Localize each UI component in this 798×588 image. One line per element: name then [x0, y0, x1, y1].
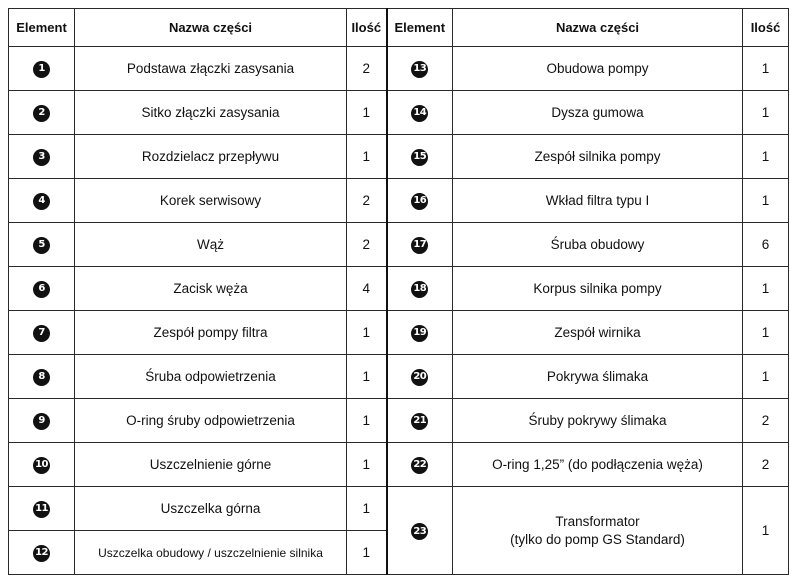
- element-cell: [387, 487, 453, 575]
- number-badge: 7: [33, 325, 50, 342]
- part-name-cell: Śruby pokrywy ślimaka: [453, 399, 743, 443]
- number-badge: 2: [33, 105, 50, 122]
- qty-cell: 2: [743, 399, 789, 443]
- table-row: [9, 443, 789, 487]
- part-name-cell: Zespół pompy filtra: [75, 311, 347, 355]
- part-name-cell: Wkład filtra typu I: [453, 179, 743, 223]
- table-header-row: [9, 9, 789, 47]
- qty-cell: 1: [347, 443, 387, 487]
- part-name-cell: Uszczelnienie górne: [75, 443, 347, 487]
- qty-cell: 1: [743, 91, 789, 135]
- table-row: [9, 311, 789, 355]
- element-cell: [387, 355, 453, 399]
- number-badge: 8: [33, 369, 50, 386]
- part-name-cell: Rozdzielacz przepływu: [75, 135, 347, 179]
- qty-cell: 6: [743, 223, 789, 267]
- qty-cell: 1: [347, 487, 387, 531]
- number-badge: 6: [33, 281, 50, 298]
- table-row: [9, 135, 789, 179]
- table-row: [9, 47, 789, 91]
- element-cell: [9, 487, 75, 531]
- table-row: [9, 487, 789, 531]
- qty-cell: 1: [347, 135, 387, 179]
- qty-cell: 1: [743, 311, 789, 355]
- number-badge: 5: [33, 237, 50, 254]
- part-name-line-2: (tylko do pomp GS Standard): [510, 531, 685, 547]
- element-cell: [9, 91, 75, 135]
- number-badge: 11: [33, 501, 50, 518]
- part-name-cell: Wąż: [75, 223, 347, 267]
- number-badge: 10: [33, 457, 50, 474]
- number-badge: 22: [411, 457, 428, 474]
- number-badge: 1: [33, 61, 50, 78]
- element-cell: [9, 47, 75, 91]
- header-name-right: Nazwa części: [453, 9, 743, 47]
- qty-cell: 1: [743, 179, 789, 223]
- part-name-line-1: Transformator: [555, 513, 640, 529]
- number-badge: 20: [411, 369, 428, 386]
- number-badge: 23: [411, 523, 428, 540]
- element-cell: [9, 531, 75, 575]
- part-name-cell: Śruba obudowy: [453, 223, 743, 267]
- part-name-cell: Korpus silnika pompy: [453, 267, 743, 311]
- qty-cell: 1: [743, 355, 789, 399]
- element-cell: [387, 91, 453, 135]
- part-name-cell: O-ring 1,25” (do podłączenia węża): [453, 443, 743, 487]
- header-element-right: Element: [387, 9, 453, 47]
- header-qty-right: Ilość: [743, 9, 789, 47]
- number-badge: 9: [33, 413, 50, 430]
- element-cell: [387, 399, 453, 443]
- header-qty-left: Ilość: [347, 9, 387, 47]
- qty-cell: 4: [347, 267, 387, 311]
- part-name-cell: Zacisk węża: [75, 267, 347, 311]
- qty-cell: 2: [347, 223, 387, 267]
- table-row: [9, 179, 789, 223]
- number-badge: 14: [411, 105, 428, 122]
- table-row: [9, 355, 789, 399]
- number-badge: 19: [411, 325, 428, 342]
- element-cell: [9, 223, 75, 267]
- element-cell: [9, 311, 75, 355]
- qty-cell: 2: [347, 179, 387, 223]
- table-row: [9, 223, 789, 267]
- part-name-cell: Dysza gumowa: [453, 91, 743, 135]
- qty-cell: 2: [347, 47, 387, 91]
- table-row: [9, 267, 789, 311]
- number-badge: 15: [411, 149, 428, 166]
- part-name-cell: [453, 487, 743, 575]
- element-cell: [387, 223, 453, 267]
- qty-cell: 1: [743, 267, 789, 311]
- element-cell: [387, 311, 453, 355]
- number-badge: 17: [411, 237, 428, 254]
- number-badge: 3: [33, 149, 50, 166]
- element-cell: [9, 443, 75, 487]
- element-cell: [9, 179, 75, 223]
- qty-cell: 1: [347, 311, 387, 355]
- qty-cell: 2: [743, 443, 789, 487]
- qty-cell: 1: [743, 487, 789, 575]
- parts-table: [8, 8, 789, 575]
- qty-cell: 1: [743, 47, 789, 91]
- part-name-cell: Śruba odpowietrzenia: [75, 355, 347, 399]
- number-badge: 21: [411, 413, 428, 430]
- part-name-cell: Korek serwisowy: [75, 179, 347, 223]
- parts-list-sheet: [8, 8, 788, 580]
- element-cell: [9, 399, 75, 443]
- part-name-cell: O-ring śruby odpowietrzenia: [75, 399, 347, 443]
- part-name-cell: Sitko złączki zasysania: [75, 91, 347, 135]
- part-name-cell: Pokrywa ślimaka: [453, 355, 743, 399]
- part-name-cell: Uszczelka obudowy / uszczelnienie silnika: [75, 531, 347, 575]
- element-cell: [387, 179, 453, 223]
- element-cell: [9, 355, 75, 399]
- number-badge: 12: [33, 545, 50, 562]
- qty-cell: 1: [743, 135, 789, 179]
- element-cell: [387, 47, 453, 91]
- qty-cell: 1: [347, 355, 387, 399]
- element-cell: [9, 267, 75, 311]
- part-name-cell: Podstawa złączki zasysania: [75, 47, 347, 91]
- number-badge: 16: [411, 193, 428, 210]
- number-badge: 18: [411, 281, 428, 298]
- number-badge: 13: [411, 61, 428, 78]
- number-badge: 4: [33, 193, 50, 210]
- qty-cell: 1: [347, 531, 387, 575]
- part-name-cell: Uszczelka górna: [75, 487, 347, 531]
- table-row: [9, 399, 789, 443]
- element-cell: [387, 135, 453, 179]
- part-name-cell: Zespół silnika pompy: [453, 135, 743, 179]
- element-cell: [9, 135, 75, 179]
- element-cell: [387, 443, 453, 487]
- header-name-left: Nazwa części: [75, 9, 347, 47]
- header-element-left: Element: [9, 9, 75, 47]
- element-cell: [387, 267, 453, 311]
- qty-cell: 1: [347, 91, 387, 135]
- table-row: [9, 91, 789, 135]
- part-name-cell: Obudowa pompy: [453, 47, 743, 91]
- part-name-cell: Zespół wirnika: [453, 311, 743, 355]
- qty-cell: 1: [347, 399, 387, 443]
